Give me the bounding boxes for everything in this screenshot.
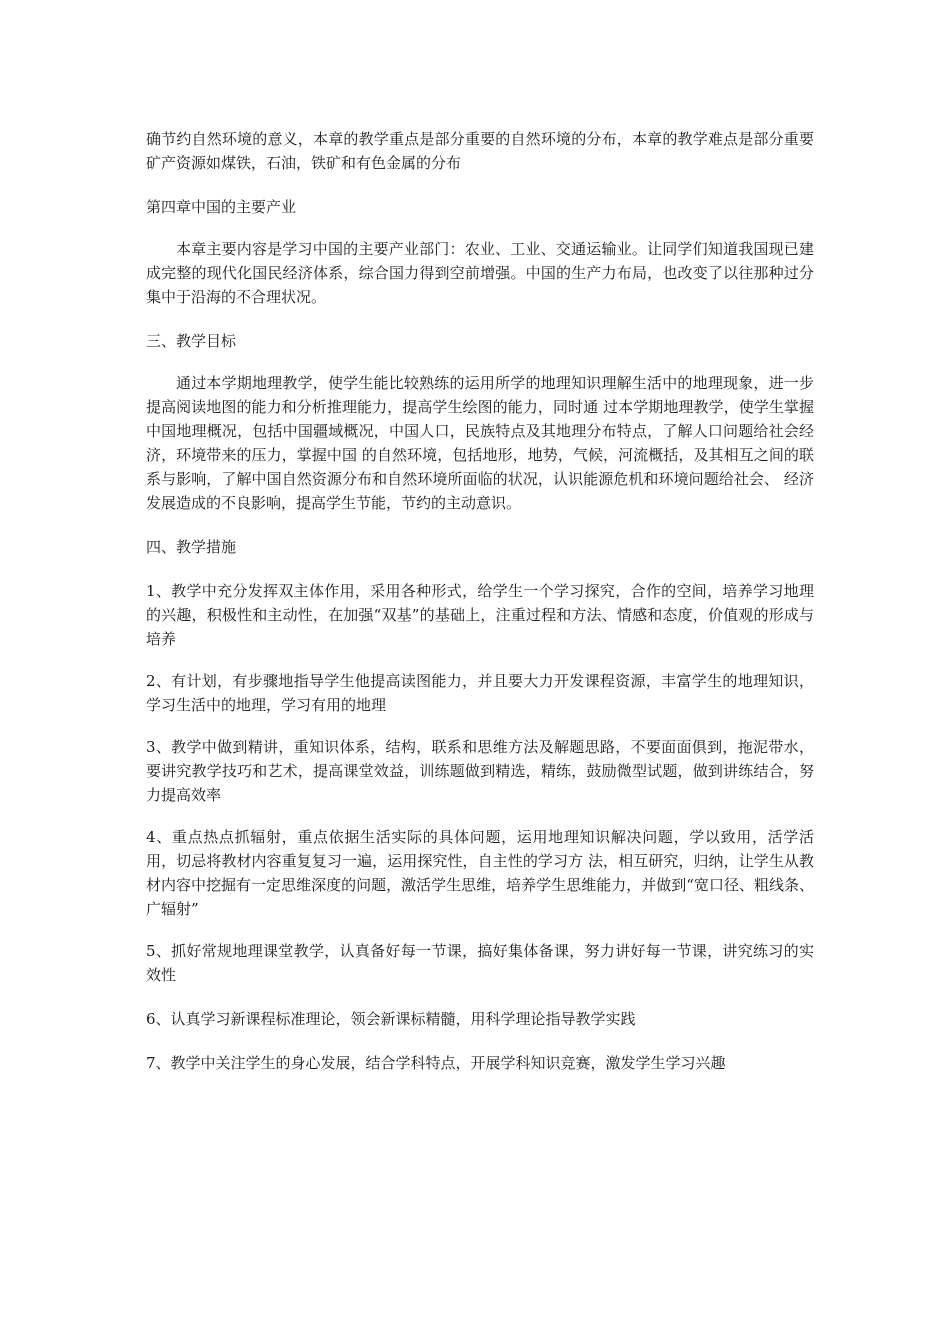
list-item: 1、教学中充分发挥双主体作用，采用各种形式，给学生一个学习探究，合作的空间，培养学习地理的兴趣，积极性和主动性，在加强“双基”的基础上，注重过程和方法、情感和态度，价值观的形成与培养 — [146, 582, 814, 648]
list-item: 4、重点热点抓辐射，重点依据生活实际的具体问题，运用地理知识解决问题，学以致用，活学活用，切忌将教材内容重复复习一遍，运用探究性，自主性的学习方 法，相互研究，归纳，让学生从教材内容中挖掘有一定思维深度的问题，激活学生思维，培养学生思维能力，并做到“宽口径、粗线条、广辐射” — [146, 828, 814, 918]
list-item: 6、认真学习新课程标准理论，领会新课标精髓，用科学理论指导教学实践 — [146, 1010, 636, 1028]
section4-title: 四、教学措施 — [146, 538, 237, 556]
section3-body: 通过本学期地理教学，使学生能比较熟练的运用所学的地理知识理解生活中的地理现象，进一步提高阅读地图的能力和分析推理能力，提高学生绘图的能力，同时通 过本学期地理教学，使学生掌握中国地理概况，包括中国疆域概况，中国人口，民族特点及其地理分布特点，了解人口问题给社会经济，环境带来的压力，掌握中国 的自然环境，包括地形，地势，气候，河流概括，及其相互之间的联系与影响，了解中国自然资源分布和自然环境所面临的状况，认识能源危机和环境问题给社会、 经济发展造成的不良影响，提高学生节能，节约的主动意识。 — [146, 374, 814, 512]
list-item: 5、抓好常规地理课堂教学，认真备好每一节课，搞好集体备课，努力讲好每一节课，讲究练习的实效性 — [146, 942, 814, 984]
section3-title: 三、教学目标 — [146, 332, 237, 350]
document-body — [146, 127, 814, 1075]
list-item: 7、教学中关注学生的身心发展，结合学科特点，开展学科知识竞赛，激发学生学习兴趣 — [146, 1054, 726, 1072]
list-item: 3、教学中做到精讲，重知识体系，结构，联系和思维方法及解题思路，不要面面俱到，拖泥带水，要讲究教学技巧和艺术，提高课堂效益，训练题做到精选，精练，鼓励微型试题，做到讲练结合，努力提高效率 — [146, 738, 814, 804]
intro-paragraph: 确节约自然环境的意义，本章的教学重点是部分重要的自然环境的分布，本章的教学难点是部分重要矿产资源如煤铁，石油，铁矿和有色金属的分布 — [146, 130, 814, 172]
chapter4-title: 第四章中国的主要产业 — [146, 198, 297, 216]
list-item: 2、有计划，有步骤地指导学生他提高读图能力，并且要大力开发课程资源，丰富学生的地理知识，学习生活中的地理，学习有用的地理 — [146, 672, 814, 714]
chapter4-body: 本章主要内容是学习中国的主要产业部门：农业、工业、交通运输业。让同学们知道我国现已建成完整的现代化国民经济体系，综合国力得到空前增强。中国的生产力布局，也改变了以往那种过分集中于沿海的不合理状况。 — [146, 240, 814, 306]
